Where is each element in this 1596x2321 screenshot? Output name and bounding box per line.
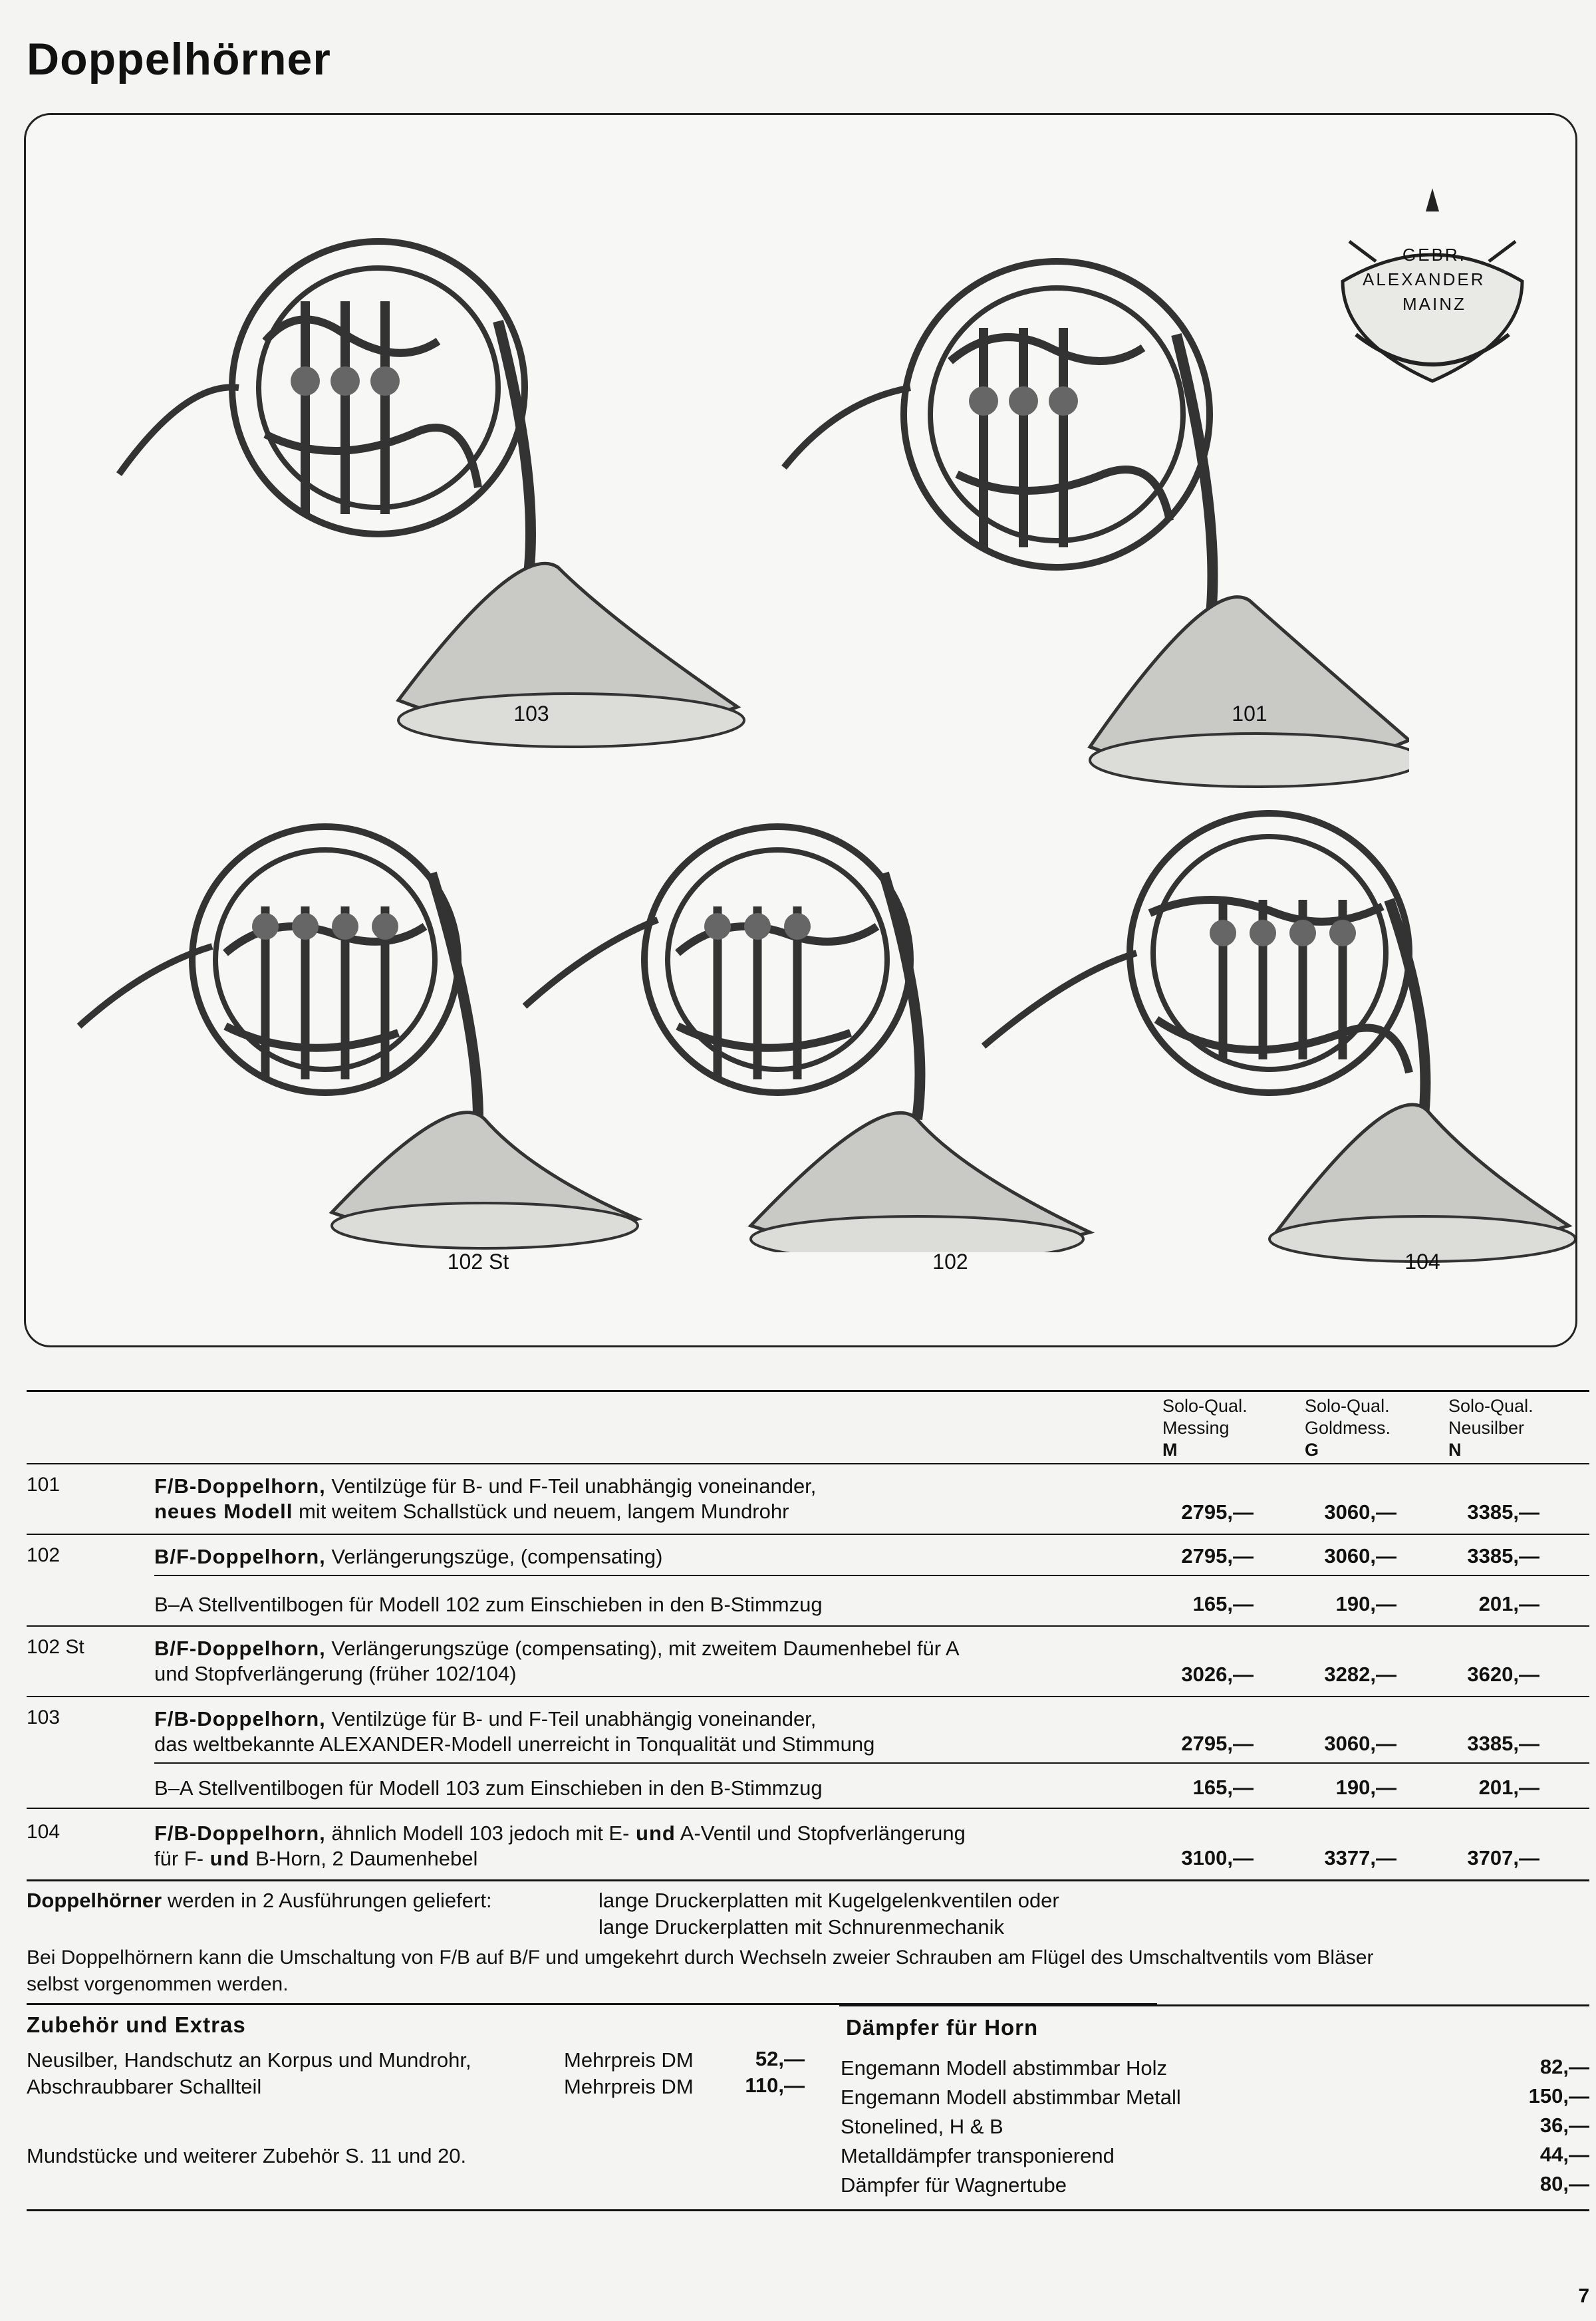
table-top-rule: [27, 1390, 1589, 1392]
page-number: 7: [1578, 2285, 1589, 2307]
row-rule: [154, 1575, 1589, 1576]
row-rule: [27, 1808, 1589, 1809]
caption-102: 102: [932, 1250, 968, 1274]
daempfer-item-3-label: Stonelined, H & B: [841, 2115, 1003, 2138]
row-103-accessory-desc: B–A Stellventilbogen für Modell 103 zum Einschieben in den B-Stimmzug: [154, 1776, 823, 1800]
row-103-model: 103: [27, 1707, 61, 1728]
umschaltung-note: Bei Doppelhörnern kann die Umschaltung von F/B auf B/F und umgekehrt durch Wechseln zweier Schrauben am Flügel des Umschaltventils vom Bläser selbst vorgenommen werden.: [27, 1947, 1374, 1995]
extras-item-2-label: Abschraubbarer Schallteil: [27, 2075, 262, 2098]
header-rule: [27, 1463, 1589, 1464]
row-101-model: 101: [27, 1474, 61, 1496]
row-101-price-g: 3060,—: [1324, 1500, 1396, 1524]
row-rule: [154, 1762, 1589, 1764]
daempfer-item-5-price: 80,—: [1539, 2172, 1589, 2195]
footer-rule: [27, 2209, 1589, 2211]
extras-item-2-price: 110,—: [745, 2074, 805, 2097]
row-102-accessory-price-m: 165,—: [1192, 1592, 1254, 1615]
col-header-messing: Solo-Qual. Messing M: [1162, 1396, 1248, 1460]
daempfer-item-4-price: 44,—: [1539, 2143, 1589, 2166]
row-102st-model: 102 St: [27, 1636, 84, 1658]
row-102st-price-m: 3026,—: [1181, 1663, 1254, 1686]
logo-line-2: ALEXANDER: [1363, 269, 1486, 289]
row-102-price-g: 3060,—: [1324, 1544, 1396, 1568]
row-102st-price-n: 3620,—: [1467, 1663, 1539, 1686]
row-104-price-m: 3100,—: [1181, 1846, 1254, 1869]
row-102-desc: B/F-Doppelhorn, Verlängerungszüge, (compensating): [154, 1545, 663, 1568]
page-title: Doppelhörner: [27, 34, 331, 84]
caption-102st: 102 St: [447, 1250, 509, 1274]
row-103-accessory-price-g: 190,—: [1335, 1776, 1396, 1799]
daempfer-title: Dämpfer für Horn: [846, 2015, 1039, 2040]
daempfer-item-1-price: 82,—: [1539, 2055, 1589, 2078]
extras-title: Zubehör und Extras: [27, 2012, 246, 2037]
gebr-alexander-mainz-logo: [1329, 182, 1535, 401]
extras-item-1-label: Neusilber, Handschutz an Korpus und Mundrohr,: [27, 2048, 471, 2072]
row-102st-price-g: 3282,—: [1324, 1663, 1396, 1686]
row-101-price-m: 2795,—: [1181, 1500, 1254, 1524]
extras-item-1-mehrpreis: Mehrpreis DM: [564, 2048, 694, 2072]
row-103-price-n: 3385,—: [1467, 1732, 1539, 1755]
row-102-accessory-price-g: 190,—: [1335, 1592, 1396, 1615]
ausfuehrung-option-2: lange Druckerplatten mit Schnurenmechanik: [598, 1915, 1004, 1939]
row-rule: [27, 1625, 1589, 1627]
row-104-price-n: 3707,—: [1467, 1846, 1539, 1869]
ausfuehrung-option-1: lange Druckerplatten mit Kugelgelenkventilen oder: [598, 1889, 1059, 1912]
row-101-price-n: 3385,—: [1467, 1500, 1539, 1524]
table-bottom-rule: [27, 1879, 1589, 1881]
horn-103-image: [66, 168, 771, 767]
daempfer-item-2-price: 150,—: [1528, 2084, 1589, 2108]
daempfer-item-2-label: Engemann Modell abstimmbar Metall: [841, 2086, 1181, 2109]
row-rule: [27, 1696, 1589, 1697]
daempfer-item-4-label: Metalldämpfer transponierend: [841, 2144, 1115, 2167]
logo-line-3: MAINZ: [1402, 294, 1466, 314]
photo-panel: [24, 113, 1577, 1347]
daempfer-item-3-price: 36,—: [1539, 2114, 1589, 2137]
caption-104: 104: [1404, 1250, 1440, 1274]
row-103-accessory-price-m: 165,—: [1192, 1776, 1254, 1799]
row-103-price-g: 3060,—: [1324, 1732, 1396, 1755]
row-103-price-m: 2795,—: [1181, 1732, 1254, 1755]
row-102-accessory-price-n: 201,—: [1478, 1592, 1539, 1615]
row-102-accessory-desc: B–A Stellventilbogen für Modell 102 zum Einschieben in den B-Stimmzug: [154, 1593, 823, 1616]
caption-103: 103: [513, 702, 549, 726]
row-102-price-m: 2795,—: [1181, 1544, 1254, 1568]
row-104-model: 104: [27, 1821, 61, 1843]
extras-item-1-price: 52,—: [755, 2047, 805, 2070]
col-header-goldmess: Solo-Qual. Goldmess. G: [1305, 1396, 1391, 1460]
caption-101: 101: [1232, 702, 1267, 726]
notes-bottom-rule-right: [839, 2004, 1589, 2006]
daempfer-item-5-label: Dämpfer für Wagnertube: [841, 2173, 1067, 2197]
extras-item-2-mehrpreis: Mehrpreis DM: [564, 2075, 694, 2098]
row-102-model: 102: [27, 1544, 61, 1566]
row-104-desc: F/B-Doppelhorn, ähnlich Modell 103 jedoch mit E- und A-Ventil und Stopfverlängerung für F- und B-Horn, 2 Daumenhebel: [154, 1822, 966, 1870]
row-101-desc: F/B-Doppelhorn, Ventilzüge für B- und F-Teil unabhängig voneinander, neues Modell mit weitem Schallstück und neuem, langem Mundrohr: [154, 1474, 817, 1523]
row-102st-desc: B/F-Doppelhorn, Verlängerungszüge (compensating), mit zweitem Daumenhebel für A und Stopfverlängerung (früher 102/104): [154, 1637, 960, 1685]
row-103-accessory-price-n: 201,—: [1478, 1776, 1539, 1799]
daempfer-item-1-label: Engemann Modell abstimmbar Holz: [841, 2056, 1168, 2080]
logo-line-1: GEBR.: [1402, 245, 1466, 265]
col-header-neusilber: Solo-Qual. Neusilber N: [1448, 1396, 1533, 1460]
ausfuehrung-note: Doppelhörner werden in 2 Ausführungen geliefert:: [27, 1889, 492, 1912]
mundstuecke-note: Mundstücke und weiterer Zubehör S. 11 und 20.: [27, 2144, 467, 2167]
row-102-price-n: 3385,—: [1467, 1544, 1539, 1568]
horn-104-image: [957, 780, 1575, 1266]
row-rule: [27, 1534, 1589, 1535]
row-104-price-g: 3377,—: [1324, 1846, 1396, 1869]
row-103-desc: F/B-Doppelhorn, Ventilzüge für B- und F-Teil unabhängig voneinander, das weltbekannte ALEXANDER-Modell unerreicht in Tonqualität und Stimmung: [154, 1707, 875, 1756]
